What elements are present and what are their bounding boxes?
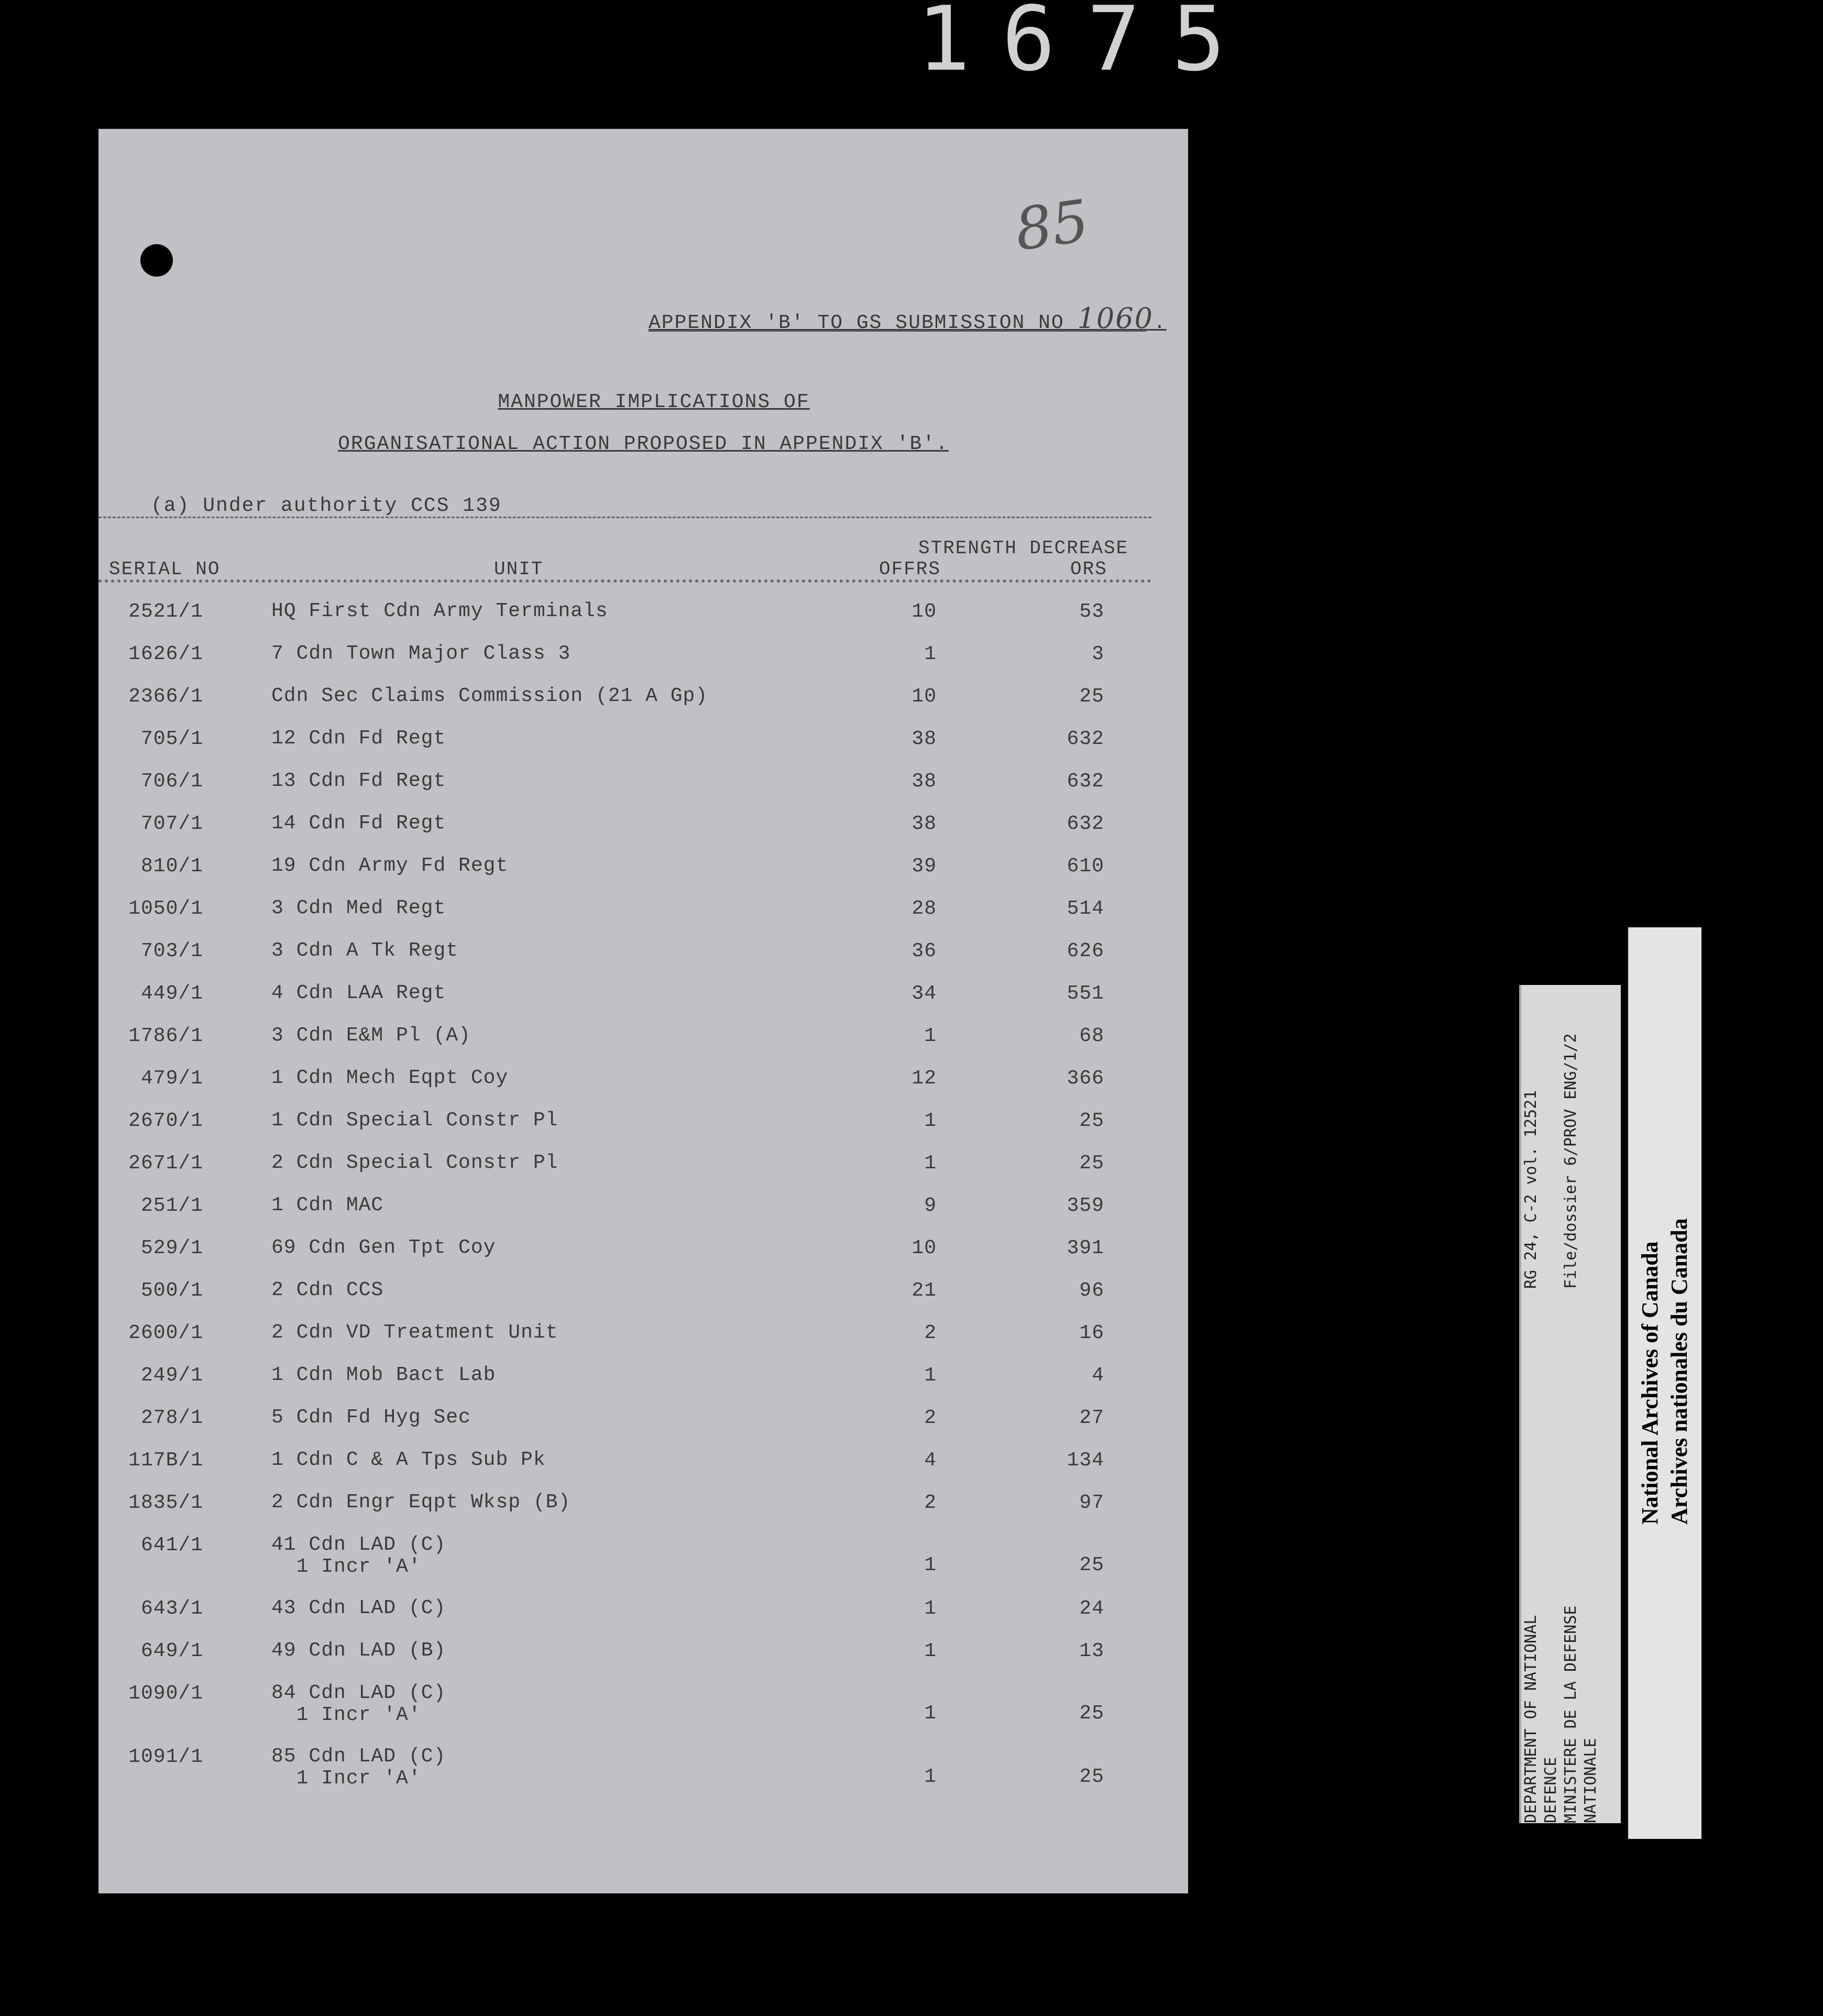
serial-cell: 706/1 (140, 770, 203, 793)
offrs-cell: 10 (911, 600, 937, 623)
ors-cell: 53 (1079, 600, 1104, 623)
ors-cell: 359 (1067, 1195, 1104, 1217)
table-row (98, 1534, 1188, 1597)
offrs-cell: 1 (924, 643, 937, 665)
ors-cell: 13 (1079, 1640, 1104, 1662)
offrs-cell: 12 (911, 1067, 937, 1090)
unit-cell: 7 Cdn Town Major Class 3 (271, 642, 571, 665)
serial-cell: 707/1 (140, 813, 203, 835)
unit-cell: 2 Cdn Special Constr Pl (271, 1152, 558, 1174)
ors-cell: 551 (1067, 982, 1104, 1005)
table-row (98, 1322, 1188, 1364)
header-serial: SERIAL NO (109, 558, 221, 580)
archive-stamp-label (1628, 927, 1701, 1839)
unit-cell: 2 Cdn CCS (271, 1279, 384, 1301)
offrs-cell: 1 (924, 1640, 937, 1662)
header-ors: ORS (1070, 558, 1107, 580)
unit-cell: 85 Cdn LAD (C) 1 Incr 'A' (271, 1745, 446, 1790)
ors-cell: 391 (1067, 1237, 1104, 1259)
title-line-1: MANPOWER IMPLICATIONS OF (498, 391, 810, 413)
offrs-cell: 1 (924, 1766, 937, 1788)
table-row (98, 1407, 1188, 1449)
unit-cell: 1 Cdn MAC (271, 1194, 384, 1217)
frame-number: 1675 (917, 0, 1257, 91)
ors-cell: 514 (1067, 897, 1104, 920)
label-line-4: NATIONALE (1582, 1738, 1600, 1823)
offrs-cell: 39 (911, 855, 937, 878)
table-row (98, 1110, 1188, 1152)
offrs-cell: 4 (924, 1449, 937, 1472)
offrs-cell: 2 (924, 1407, 937, 1429)
serial-cell: 1835/1 (128, 1492, 203, 1514)
offrs-cell: 21 (911, 1279, 937, 1302)
ors-cell: 134 (1067, 1449, 1104, 1472)
serial-cell: 810/1 (140, 855, 203, 878)
punch-hole (140, 244, 173, 277)
ors-cell: 25 (1079, 1152, 1104, 1175)
offrs-cell: 1 (924, 1554, 937, 1576)
header-strength-decrease: STRENGTH DECREASE (918, 538, 1129, 559)
table-row (98, 643, 1188, 685)
offrs-cell: 38 (911, 728, 937, 750)
manpower-table (98, 600, 1188, 1809)
unit-cell: 1 Cdn C & A Tps Sub Pk (271, 1449, 546, 1471)
serial-cell: 251/1 (140, 1195, 203, 1217)
unit-cell: 1 Cdn Mob Bact Lab (271, 1364, 496, 1386)
table-row (98, 728, 1188, 770)
ors-cell: 16 (1079, 1322, 1104, 1344)
serial-cell: 249/1 (140, 1364, 203, 1387)
serial-cell: 1091/1 (128, 1746, 203, 1768)
table-row (98, 1682, 1188, 1746)
serial-cell: 703/1 (140, 940, 203, 962)
unit-cell: 2 Cdn VD Treatment Unit (271, 1321, 558, 1344)
table-row (98, 982, 1188, 1025)
offrs-cell: 10 (911, 1237, 937, 1259)
offrs-cell: 1 (924, 1025, 937, 1047)
table-row (98, 1152, 1188, 1195)
table-row (98, 1195, 1188, 1237)
ors-cell: 626 (1067, 940, 1104, 962)
table-row (98, 1746, 1188, 1809)
unit-cell: 13 Cdn Fd Regt (271, 770, 446, 792)
archive-reference-label (1519, 985, 1621, 1823)
unit-cell: 2 Cdn Engr Eqpt Wksp (B) (271, 1491, 571, 1514)
table-row (98, 1364, 1188, 1407)
label-file-reference: File/dossier 6/PROV ENG/1/2 (1562, 1033, 1580, 1289)
table-row (98, 1279, 1188, 1322)
offrs-cell: 1 (924, 1597, 937, 1620)
header-divider (98, 579, 1151, 583)
stamp-line-1: National Archives of Canada (1637, 1241, 1663, 1525)
offrs-cell: 36 (911, 940, 937, 962)
label-line-2: DEFENCE (1542, 1757, 1560, 1823)
table-row (98, 855, 1188, 897)
appendix-underline (649, 330, 1146, 332)
unit-cell: HQ First Cdn Army Terminals (271, 600, 608, 622)
serial-cell: 479/1 (140, 1067, 203, 1090)
unit-cell: 1 Cdn Mech Eqpt Coy (271, 1067, 509, 1089)
title-line-2: ORGANISATIONAL ACTION PROPOSED IN APPENDIX 'B'. (338, 433, 949, 455)
ors-cell: 25 (1079, 685, 1104, 708)
table-row (98, 1025, 1188, 1067)
offrs-cell: 9 (924, 1195, 937, 1217)
unit-cell: 4 Cdn LAA Regt (271, 982, 446, 1004)
unit-cell: 3 Cdn A Tk Regt (271, 939, 459, 962)
table-row (98, 1597, 1188, 1640)
ors-cell: 632 (1067, 728, 1104, 750)
serial-cell: 1050/1 (128, 897, 203, 920)
offrs-cell: 38 (911, 813, 937, 835)
offrs-cell: 1 (924, 1702, 937, 1725)
table-row (98, 813, 1188, 855)
unit-cell: 49 Cdn LAD (B) (271, 1639, 446, 1662)
ors-cell: 366 (1067, 1067, 1104, 1090)
label-line-1: DEPARTMENT OF NATIONAL (1522, 1615, 1540, 1823)
table-row (98, 1237, 1188, 1279)
ors-cell: 27 (1079, 1407, 1104, 1429)
unit-cell: 84 Cdn LAD (C) 1 Incr 'A' (271, 1682, 446, 1726)
serial-cell: 2671/1 (128, 1152, 203, 1175)
submission-number: 1060 (1077, 302, 1154, 335)
serial-cell: 643/1 (140, 1597, 203, 1620)
offrs-cell: 1 (924, 1364, 937, 1387)
handwritten-page-number: 85 (1011, 187, 1093, 264)
offrs-cell: 2 (924, 1492, 937, 1514)
table-row (98, 770, 1188, 813)
stamp-line-2: Archives nationales du Canada (1666, 1218, 1692, 1525)
table-row (98, 1449, 1188, 1492)
serial-cell: 529/1 (140, 1237, 203, 1259)
ors-cell: 632 (1067, 770, 1104, 793)
table-row (98, 940, 1188, 982)
table-row (98, 1640, 1188, 1682)
offrs-cell: 2 (924, 1322, 937, 1344)
table-row (98, 897, 1188, 940)
unit-cell: 3 Cdn E&M Pl (A) (271, 1024, 471, 1047)
serial-cell: 2366/1 (128, 685, 203, 708)
ors-cell: 25 (1079, 1766, 1104, 1788)
label-rg-reference: RG 24, C-2 vol. 12521 (1522, 1090, 1540, 1289)
unit-cell: 69 Cdn Gen Tpt Coy (271, 1236, 496, 1259)
serial-cell: 278/1 (140, 1407, 203, 1429)
serial-cell: 2600/1 (128, 1322, 203, 1344)
offrs-cell: 1 (924, 1152, 937, 1175)
ors-cell: 25 (1079, 1702, 1104, 1725)
ors-cell: 4 (1092, 1364, 1104, 1387)
table-row (98, 600, 1188, 643)
ors-cell: 68 (1079, 1025, 1104, 1047)
appendix-suffix: . (1153, 312, 1167, 334)
unit-cell: 12 Cdn Fd Regt (271, 727, 446, 750)
offrs-cell: 1 (924, 1110, 937, 1132)
unit-cell: Cdn Sec Claims Commission (21 A Gp) (271, 685, 708, 707)
appendix-prefix: APPENDIX 'B' TO GS SUBMISSION NO (649, 312, 1078, 334)
unit-cell: 43 Cdn LAD (C) (271, 1597, 446, 1619)
section-authority: (a) Under authority CCS 139 (151, 495, 502, 517)
header-unit: UNIT (494, 558, 544, 580)
serial-cell: 1786/1 (128, 1025, 203, 1047)
ors-cell: 96 (1079, 1279, 1104, 1302)
serial-cell: 500/1 (140, 1279, 203, 1302)
unit-cell: 3 Cdn Med Regt (271, 897, 446, 919)
serial-cell: 641/1 (140, 1534, 203, 1557)
header-offrs: OFFRS (879, 558, 941, 580)
table-row (98, 1492, 1188, 1534)
label-line-3: MINISTERE DE LA DEFENSE (1562, 1605, 1580, 1823)
serial-cell: 2670/1 (128, 1110, 203, 1132)
divider (98, 517, 1151, 518)
offrs-cell: 28 (911, 897, 937, 920)
ors-cell: 25 (1079, 1110, 1104, 1132)
serial-cell: 449/1 (140, 982, 203, 1005)
offrs-cell: 10 (911, 685, 937, 708)
ors-cell: 24 (1079, 1597, 1104, 1620)
serial-cell: 1626/1 (128, 643, 203, 665)
ors-cell: 97 (1079, 1492, 1104, 1514)
ors-cell: 3 (1092, 643, 1104, 665)
serial-cell: 649/1 (140, 1640, 203, 1662)
serial-cell: 705/1 (140, 728, 203, 750)
unit-cell: 14 Cdn Fd Regt (271, 812, 446, 835)
ors-cell: 610 (1067, 855, 1104, 878)
ors-cell: 25 (1079, 1554, 1104, 1576)
serial-cell: 2521/1 (128, 600, 203, 623)
serial-cell: 117B/1 (128, 1449, 203, 1472)
document-page (98, 129, 1188, 1893)
serial-cell: 1090/1 (128, 1682, 203, 1705)
ors-cell: 632 (1067, 813, 1104, 835)
offrs-cell: 38 (911, 770, 937, 793)
unit-cell: 1 Cdn Special Constr Pl (271, 1109, 558, 1132)
offrs-cell: 34 (911, 982, 937, 1005)
table-row (98, 685, 1188, 728)
unit-cell: 5 Cdn Fd Hyg Sec (271, 1406, 471, 1429)
unit-cell: 19 Cdn Army Fd Regt (271, 854, 509, 877)
unit-cell: 41 Cdn LAD (C) 1 Incr 'A' (271, 1533, 446, 1578)
table-row (98, 1067, 1188, 1110)
